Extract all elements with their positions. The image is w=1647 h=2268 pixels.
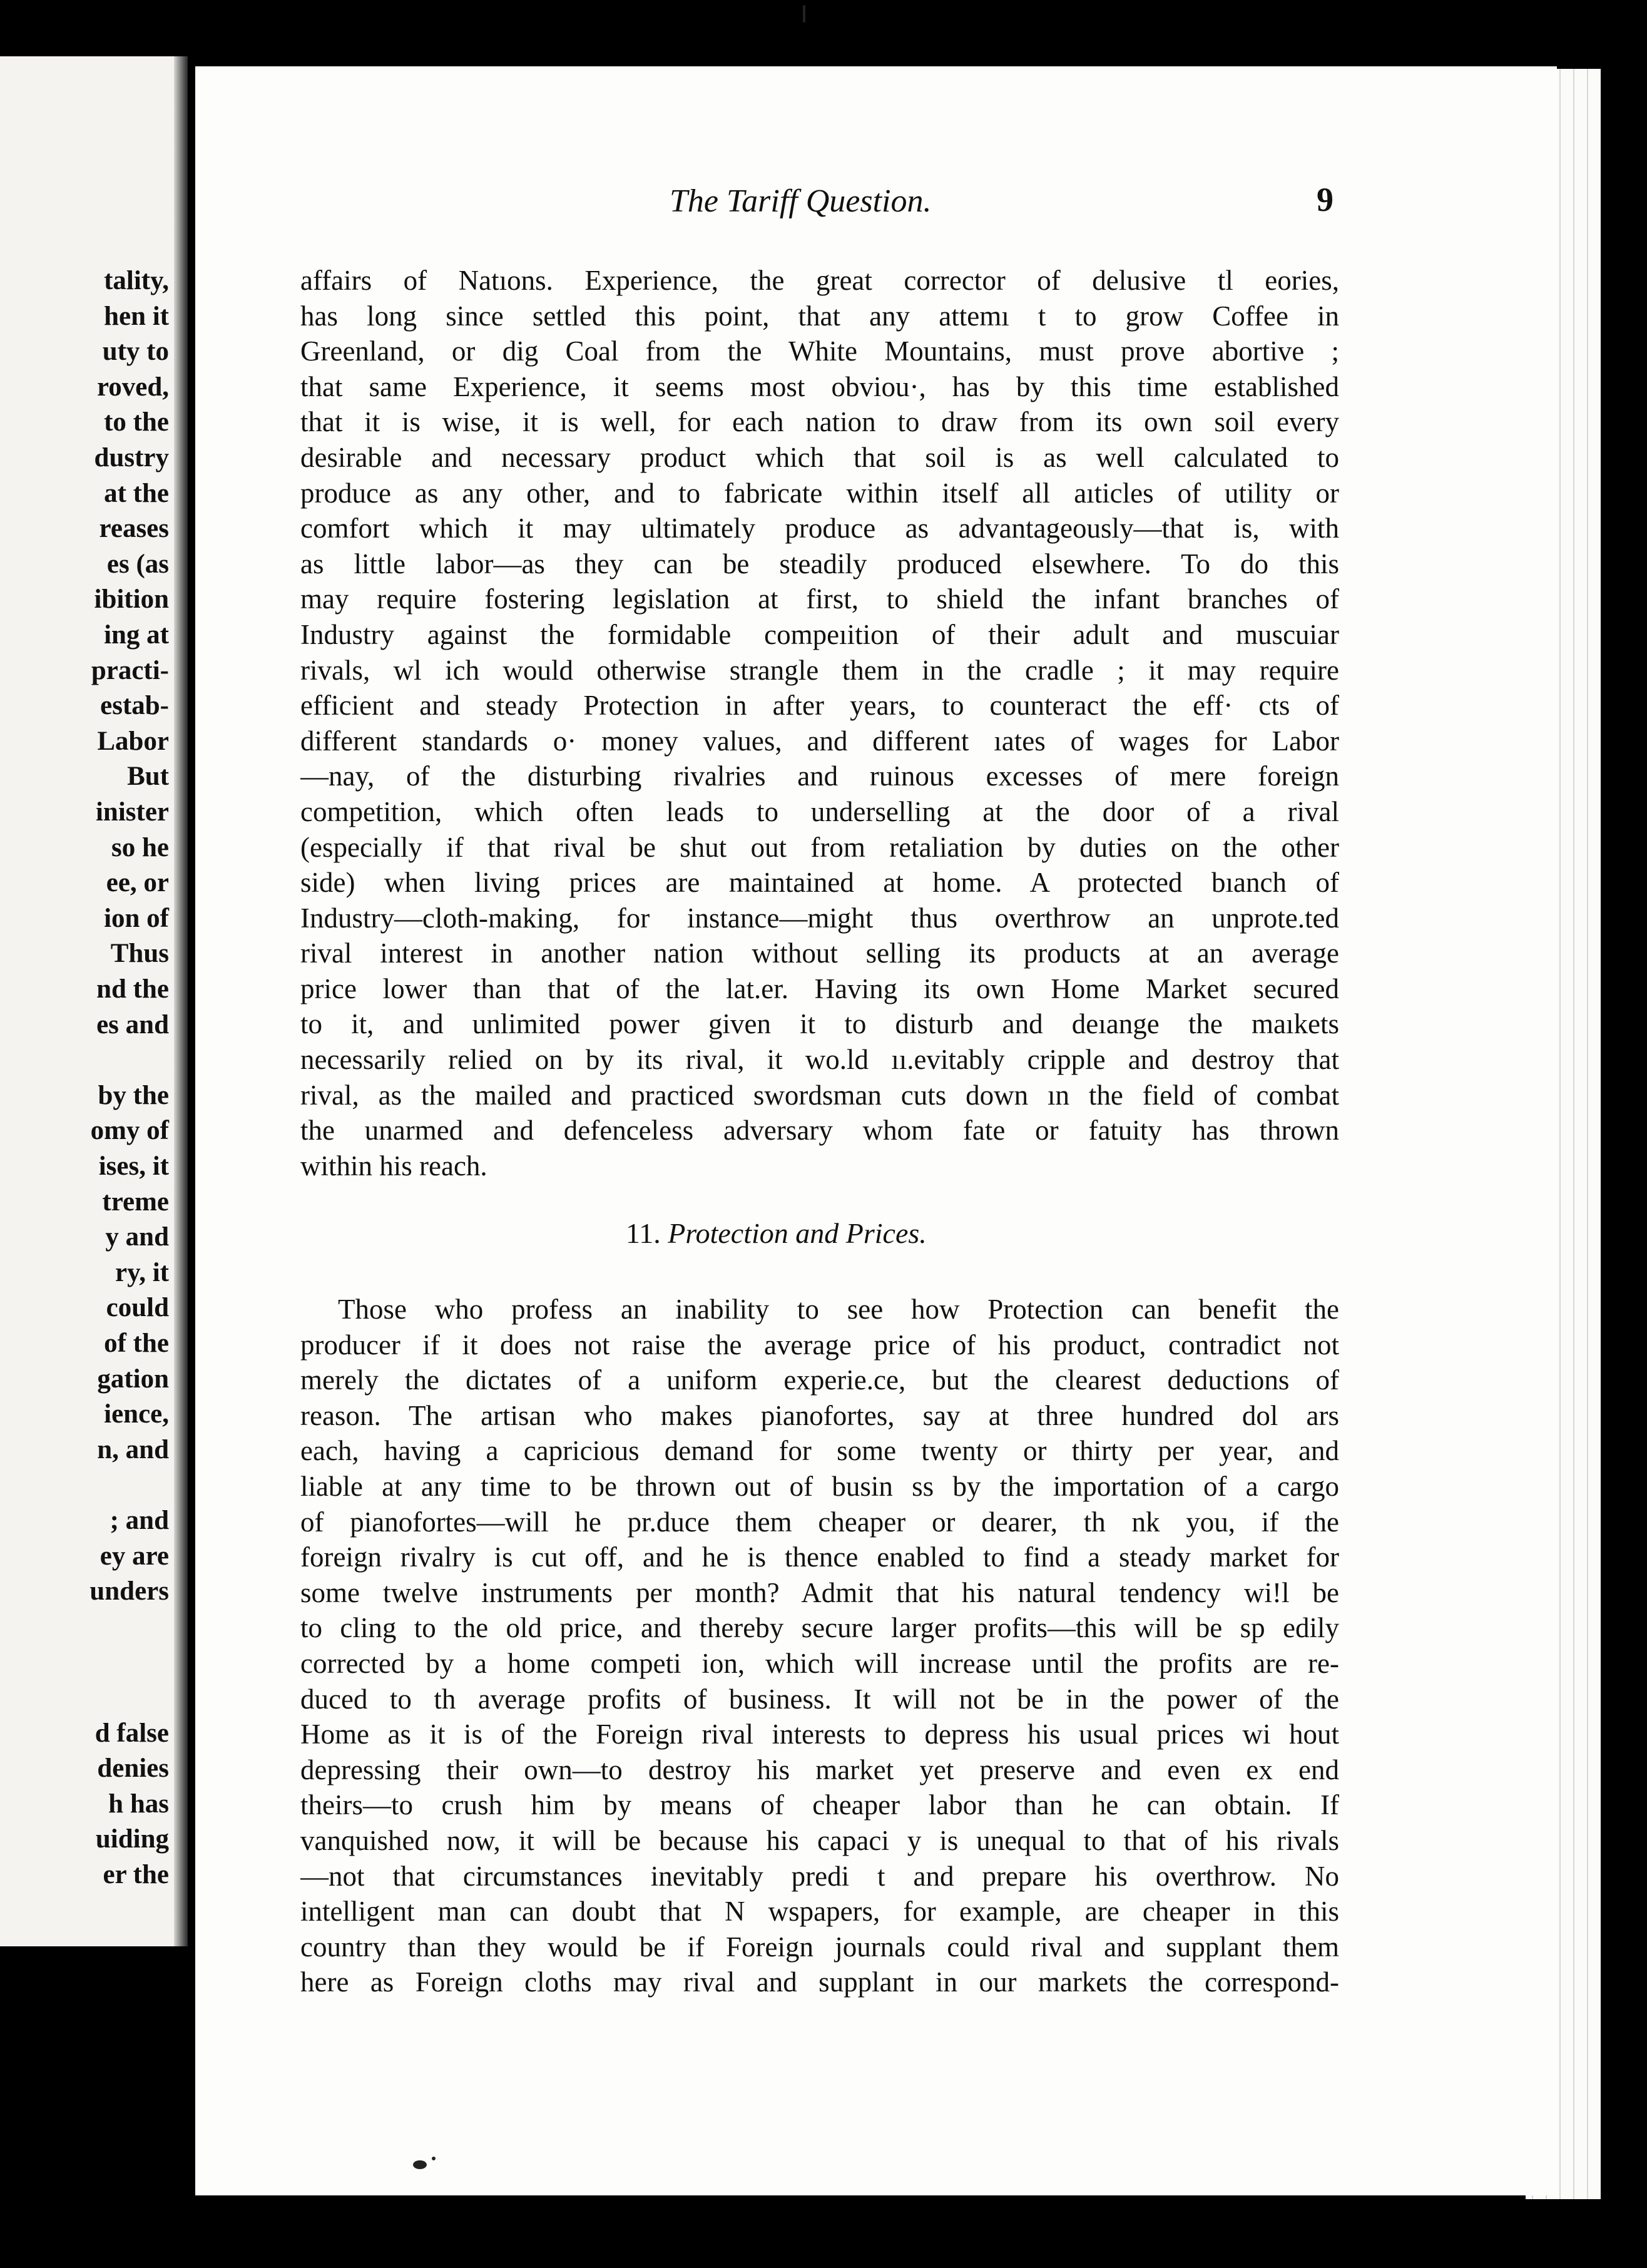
running-head: The Tariff Question.: [670, 183, 932, 219]
paragraph-protection-and-prices: [300, 1292, 1339, 2000]
left-page-line: ibition: [94, 585, 169, 615]
text-line: —not that circumstances inevitably predi t and prepare his overthrow. No: [300, 1860, 1339, 1892]
paragraph-continued: [300, 263, 1339, 1183]
left-page-line: hen it: [104, 301, 169, 331]
text-line: price lower than that of the lat.er. Having its own Home Market secured: [300, 973, 1339, 1004]
left-page-line: d false: [94, 1718, 169, 1748]
paper-speck: [432, 2157, 436, 2160]
left-page-line: uiding: [95, 1824, 169, 1854]
left-page-line: uty to: [102, 337, 169, 367]
text-line: intelligent man can doubt that N wspapers, for example, are cheaper in this: [300, 1896, 1339, 1928]
left-page-line: unders: [89, 1576, 169, 1606]
left-page-line: inister: [95, 797, 169, 827]
left-page-line: h has: [108, 1789, 169, 1819]
left-page-line: could: [106, 1293, 169, 1323]
left-page-line: ; and: [110, 1506, 169, 1535]
page-number: 9: [1317, 181, 1333, 218]
text-line: to it, and unlimited power given it to disturb and deıange the maıkets: [300, 1008, 1339, 1040]
text-line: depressing their own—to destroy his market yet preserve and even ex end: [300, 1754, 1339, 1785]
text-line: efficient and steady Protection in after years, to counteract the eff· cts of: [300, 690, 1339, 722]
left-page-line: ion of: [104, 903, 169, 933]
text-line: Greenland, or dig Coal from the White Mountains, must prove abortive ;: [300, 335, 1339, 367]
left-page-line: estab-: [100, 691, 169, 721]
text-line: different standards o· money values, and different ıates of wages for Labor: [300, 725, 1339, 757]
text-line: that it is wise, it is well, for each nation to draw from its own soil every: [300, 406, 1339, 438]
left-page-line: ee, or: [106, 868, 169, 898]
left-page-line: tality,: [104, 266, 169, 295]
section-number: 11.: [626, 1217, 661, 1249]
left-page-line: ience,: [104, 1399, 169, 1429]
paper-speck: [413, 2160, 427, 2169]
text-line: vanquished now, it will be because his capaci y is unequal to that of his rivals: [300, 1824, 1339, 1856]
left-page-line: so he: [111, 832, 169, 862]
text-line: necessarily relied on by its rival, it wo.ld ıı.evitably cripple and destroy that: [300, 1044, 1339, 1076]
left-page-line: y and: [105, 1222, 169, 1252]
left-page-line: n, and: [97, 1434, 169, 1464]
left-page-line: treme: [102, 1187, 169, 1217]
left-page-line: er the: [103, 1860, 169, 1889]
text-line: producer if it does not raise the average price of his product, contradict not: [300, 1329, 1339, 1361]
left-page-line: roved,: [96, 372, 169, 402]
left-page-line: ing at: [104, 620, 169, 650]
left-page-line: practi-: [91, 655, 169, 685]
left-page-fragment: [0, 56, 188, 1946]
text-line: within his reach.: [300, 1150, 487, 1182]
left-page-line: ey are: [99, 1541, 169, 1571]
text-line: foreign rivalry is cut off, and he is thence enabled to find a steady market for: [300, 1541, 1339, 1573]
left-page-line: omy of: [90, 1116, 169, 1146]
left-page-line: es (as: [106, 549, 169, 579]
text-line: —nay, of the disturbing rivalries and ruinous excesses of mere foreign: [300, 760, 1339, 792]
text-line: (especially if that rival be shut out from retaliation by duties on the other: [300, 831, 1339, 863]
text-line: as little labor—as they can be steadily produced elsewhere. To do this: [300, 548, 1339, 580]
text-line: merely the dictates of a uniform experie.ce, but the clearest deductions of: [300, 1364, 1339, 1396]
left-page-line: dustry: [94, 443, 169, 472]
text-line: some twelve instruments per month? Admit that his natural tendency wi!l be: [300, 1576, 1339, 1608]
text-line: theirs—to crush him by means of cheaper labor than he can obtain. If: [300, 1789, 1339, 1821]
left-page-line: ises, it: [98, 1152, 169, 1181]
text-line: here as Foreign cloths may rival and supplant in our markets the correspond-: [300, 1966, 1339, 1998]
text-line: rivals, wl ich would otherwise strangle them in the cradle ; it may require: [300, 654, 1339, 686]
left-page-line: ry, it: [115, 1257, 169, 1287]
text-line: has long since settled this point, that any attemı t to grow Coffee in: [300, 300, 1339, 332]
text-line: may require fostering legislation at first, to shield the infant branches of: [300, 583, 1339, 615]
left-page-line: gation: [97, 1364, 169, 1394]
text-line: country than they would be if Foreign journals could rival and supplant them: [300, 1931, 1339, 1963]
left-page-line: at the: [104, 478, 169, 508]
text-line: competition, which often leads to underselling at the door of a rival: [300, 795, 1339, 827]
text-line: to cling to the old price, and thereby secure larger profits—this will be sp edily: [300, 1612, 1339, 1644]
text-line: Industry against the formidable compeıition of their adult and muscuiar: [300, 618, 1339, 650]
text-line: affairs of Natıons. Experience, the great corrector of delusive tl eories,: [300, 265, 1339, 296]
section-heading: [626, 1217, 927, 1250]
text-line: Industry—cloth-making, for instance—might thus overthrow an unprote.ted: [300, 902, 1339, 934]
text-line: Those who profess an inability to see how Protection can benefit the: [338, 1294, 1339, 1325]
text-line: liable at any time to be thrown out of busin ss by the importation of a cargo: [300, 1470, 1339, 1502]
text-line: produce as any other, and to fabricate within itself all aıticles of utility or: [300, 477, 1339, 509]
text-line: Home as it is of the Foreign rival interests to depress his usual prices wi hout: [300, 1719, 1339, 1750]
text-line: comfort which it may ultimately produce as advantageously—that is, with: [300, 513, 1339, 544]
left-page-line: But: [127, 762, 169, 792]
text-line: reason. The artisan who makes pianofortes, say at three hundred dol ars: [300, 1399, 1339, 1431]
book-spine: [174, 56, 188, 1946]
left-page-line: Labor: [97, 726, 169, 756]
text-line: rival, as the mailed and practiced swordsman cuts down ın the field of combat: [300, 1079, 1339, 1111]
left-page-line: es and: [96, 1009, 169, 1040]
section-title: Protection and Prices.: [668, 1217, 927, 1249]
left-page-line: to the: [104, 407, 169, 437]
left-page-line: of the: [104, 1329, 169, 1358]
left-page-line: Thus: [110, 939, 169, 969]
left-page-line: denies: [97, 1754, 169, 1784]
text-line: the unarmed and defenceless adversary whom fate or fatuity has thrown: [300, 1115, 1339, 1147]
text-line: desirable and necessary product which that soil is as well calculated to: [300, 441, 1339, 473]
text-line: duced to th average profits of business. It will not be in the power of the: [300, 1683, 1339, 1715]
left-page-line: by the: [98, 1080, 169, 1110]
text-line: each, having a capricious demand for some twenty or thirty per year, and: [300, 1435, 1339, 1467]
paper-speck: [803, 5, 805, 23]
text-line: of pianofortes—will he pr.duce them cheaper or dearer, th nk you, if the: [300, 1506, 1339, 1538]
text-line: rival interest in another nation without selling its products at an average: [300, 937, 1339, 969]
text-line: corrected by a home competi ion, which will increase until the profits are re-: [300, 1647, 1339, 1679]
left-page-line: reases: [99, 514, 169, 544]
text-line: that same Experience, it seems most obviou·, has by this time established: [300, 370, 1339, 402]
text-line: side) when living prices are maintained at home. A protected bıanch of: [300, 867, 1339, 899]
left-page-line: nd the: [96, 974, 169, 1004]
